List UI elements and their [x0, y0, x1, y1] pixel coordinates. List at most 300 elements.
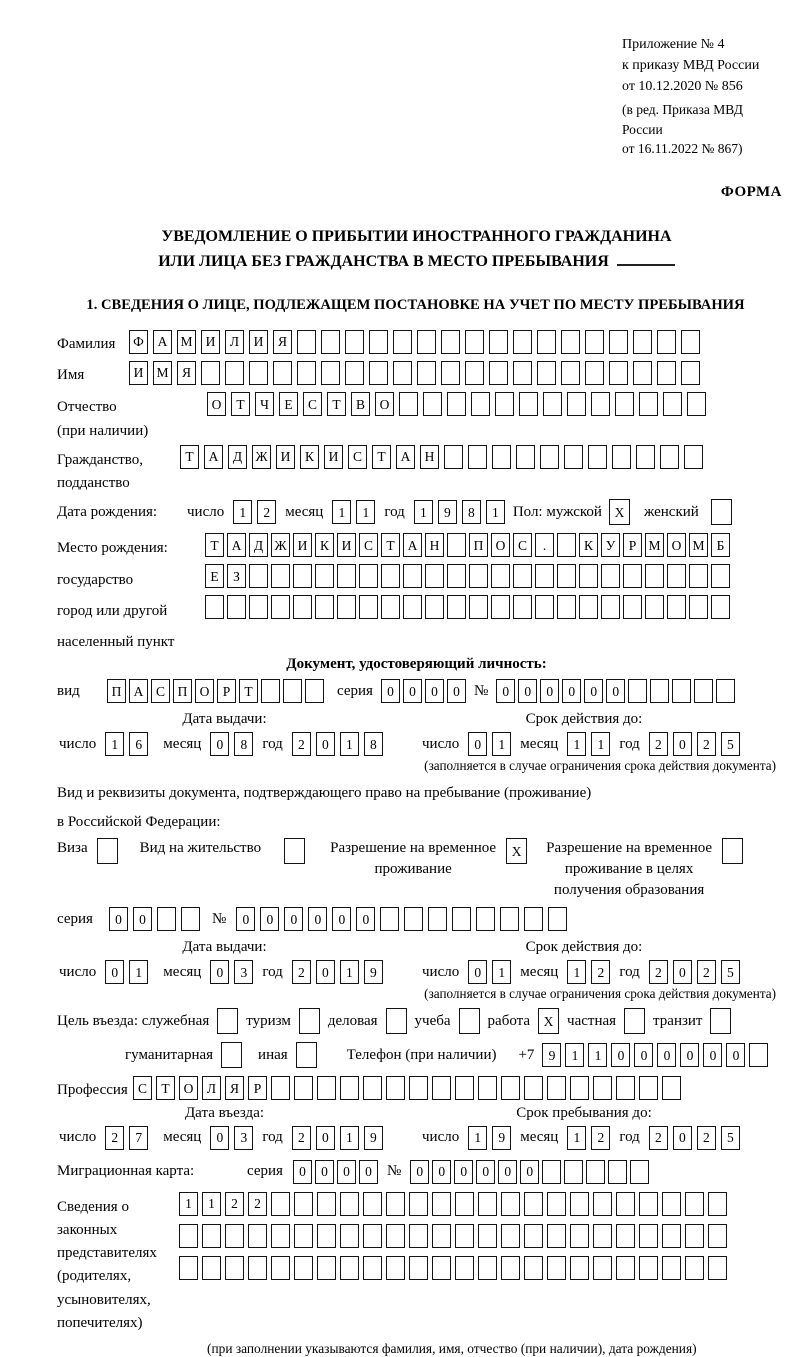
char-box[interactable]: 1 [129, 960, 148, 984]
char-box[interactable]: Т [156, 1076, 175, 1100]
char-box[interactable]: 1 [591, 732, 610, 756]
char-box[interactable]: Д [249, 533, 268, 557]
char-box[interactable] [667, 564, 686, 588]
char-box[interactable] [537, 361, 556, 385]
char-box[interactable]: А [396, 445, 415, 469]
char-box[interactable] [557, 595, 576, 619]
char-box[interactable] [363, 1224, 382, 1248]
char-box[interactable]: 1 [567, 732, 586, 756]
char-box[interactable] [369, 330, 388, 354]
char-box[interactable] [386, 1192, 405, 1216]
char-box[interactable] [645, 595, 664, 619]
char-box[interactable] [359, 595, 378, 619]
char-box[interactable] [271, 1256, 290, 1280]
char-box[interactable] [591, 392, 610, 416]
char-box[interactable] [181, 907, 200, 931]
char-box[interactable]: 0 [403, 679, 422, 703]
char-box[interactable] [409, 1224, 428, 1248]
char-box[interactable] [689, 595, 708, 619]
char-box[interactable]: 9 [542, 1043, 561, 1067]
char-box[interactable] [261, 679, 280, 703]
char-box[interactable]: Т [205, 533, 224, 557]
char-box[interactable] [337, 564, 356, 588]
char-box[interactable] [711, 564, 730, 588]
char-box[interactable] [557, 564, 576, 588]
checkbox-visa[interactable] [97, 838, 118, 864]
char-box[interactable] [369, 361, 388, 385]
char-box[interactable] [628, 679, 647, 703]
char-box[interactable] [616, 1256, 635, 1280]
char-box[interactable] [585, 361, 604, 385]
char-box[interactable]: 0 [611, 1043, 630, 1067]
char-box[interactable]: И [293, 533, 312, 557]
checkbox-purpose-work[interactable]: X [538, 1008, 559, 1034]
char-box[interactable] [548, 907, 567, 931]
char-box[interactable] [513, 330, 532, 354]
char-box[interactable] [537, 330, 556, 354]
char-box[interactable]: 3 [234, 1126, 253, 1150]
char-box[interactable] [608, 1160, 627, 1184]
char-box[interactable] [601, 595, 620, 619]
char-box[interactable] [685, 1224, 704, 1248]
char-box[interactable] [321, 330, 340, 354]
char-box[interactable] [609, 330, 628, 354]
char-box[interactable]: О [195, 679, 214, 703]
char-box[interactable]: М [153, 361, 172, 385]
char-box[interactable] [423, 392, 442, 416]
char-box[interactable]: 1 [202, 1192, 221, 1216]
char-box[interactable] [689, 564, 708, 588]
char-box[interactable]: 1 [340, 960, 359, 984]
char-box[interactable] [561, 330, 580, 354]
char-box[interactable]: 1 [414, 500, 433, 524]
char-box[interactable]: 0 [210, 732, 229, 756]
char-box[interactable]: Л [225, 330, 244, 354]
char-box[interactable] [455, 1256, 474, 1280]
char-box[interactable] [249, 595, 268, 619]
char-box[interactable]: 0 [496, 679, 515, 703]
char-box[interactable] [469, 564, 488, 588]
char-box[interactable] [601, 564, 620, 588]
char-box[interactable] [662, 1224, 681, 1248]
char-box[interactable] [561, 361, 580, 385]
char-box[interactable] [363, 1076, 382, 1100]
char-box[interactable] [716, 679, 735, 703]
char-box[interactable]: 2 [591, 1126, 610, 1150]
char-box[interactable] [616, 1076, 635, 1100]
char-box[interactable] [294, 1076, 313, 1100]
char-box[interactable] [363, 1192, 382, 1216]
checkbox-purpose-official[interactable] [217, 1008, 238, 1034]
char-box[interactable]: Т [180, 445, 199, 469]
char-box[interactable]: 2 [697, 732, 716, 756]
char-box[interactable] [609, 361, 628, 385]
char-box[interactable] [315, 595, 334, 619]
char-box[interactable] [340, 1076, 359, 1100]
char-box[interactable]: 0 [432, 1160, 451, 1184]
char-box[interactable]: 0 [260, 907, 279, 931]
char-box[interactable]: О [207, 392, 226, 416]
char-box[interactable] [455, 1224, 474, 1248]
char-box[interactable] [428, 907, 447, 931]
char-box[interactable] [564, 445, 583, 469]
char-box[interactable] [478, 1224, 497, 1248]
char-box[interactable]: Д [228, 445, 247, 469]
char-box[interactable] [381, 564, 400, 588]
char-box[interactable] [543, 392, 562, 416]
char-box[interactable] [478, 1192, 497, 1216]
char-box[interactable]: 1 [468, 1126, 487, 1150]
char-box[interactable]: Н [425, 533, 444, 557]
char-box[interactable] [340, 1256, 359, 1280]
char-box[interactable] [294, 1192, 313, 1216]
char-box[interactable]: 1 [588, 1043, 607, 1067]
char-box[interactable] [273, 361, 292, 385]
char-box[interactable]: 1 [492, 732, 511, 756]
char-box[interactable] [513, 564, 532, 588]
char-box[interactable] [684, 445, 703, 469]
char-box[interactable] [524, 1192, 543, 1216]
char-box[interactable] [478, 1256, 497, 1280]
char-box[interactable]: 0 [447, 679, 466, 703]
char-box[interactable] [639, 1256, 658, 1280]
char-box[interactable]: С [151, 679, 170, 703]
char-box[interactable] [708, 1256, 727, 1280]
char-box[interactable] [623, 564, 642, 588]
char-box[interactable] [657, 330, 676, 354]
char-box[interactable] [317, 1224, 336, 1248]
char-box[interactable] [585, 330, 604, 354]
char-box[interactable]: 9 [364, 1126, 383, 1150]
char-box[interactable] [403, 595, 422, 619]
char-box[interactable] [404, 907, 423, 931]
char-box[interactable] [340, 1224, 359, 1248]
char-box[interactable] [519, 392, 538, 416]
char-box[interactable] [294, 1224, 313, 1248]
char-box[interactable] [579, 564, 598, 588]
char-box[interactable] [489, 361, 508, 385]
checkbox-purpose-humanitarian[interactable] [221, 1042, 242, 1068]
char-box[interactable]: С [348, 445, 367, 469]
char-box[interactable]: К [579, 533, 598, 557]
char-box[interactable]: В [351, 392, 370, 416]
char-box[interactable]: П [107, 679, 126, 703]
char-box[interactable] [586, 1160, 605, 1184]
char-box[interactable]: 0 [680, 1043, 699, 1067]
char-box[interactable]: 8 [462, 500, 481, 524]
char-box[interactable]: Т [239, 679, 258, 703]
char-box[interactable] [271, 564, 290, 588]
char-box[interactable]: Ж [271, 533, 290, 557]
char-box[interactable]: 0 [105, 960, 124, 984]
char-box[interactable] [489, 330, 508, 354]
char-box[interactable] [465, 330, 484, 354]
char-box[interactable]: М [689, 533, 708, 557]
char-box[interactable]: 1 [233, 500, 252, 524]
char-box[interactable] [749, 1043, 768, 1067]
char-box[interactable] [271, 595, 290, 619]
char-box[interactable] [317, 1076, 336, 1100]
char-box[interactable]: 2 [292, 960, 311, 984]
char-box[interactable]: 5 [721, 960, 740, 984]
char-box[interactable] [540, 445, 559, 469]
char-box[interactable] [403, 564, 422, 588]
char-box[interactable]: 8 [234, 732, 253, 756]
char-box[interactable] [225, 1256, 244, 1280]
char-box[interactable]: 1 [567, 1126, 586, 1150]
char-box[interactable] [157, 907, 176, 931]
char-box[interactable] [672, 679, 691, 703]
char-box[interactable]: 0 [210, 960, 229, 984]
char-box[interactable] [409, 1256, 428, 1280]
char-box[interactable] [612, 445, 631, 469]
char-box[interactable]: Т [327, 392, 346, 416]
char-box[interactable] [441, 361, 460, 385]
char-box[interactable] [662, 1076, 681, 1100]
char-box[interactable] [616, 1192, 635, 1216]
char-box[interactable]: 0 [454, 1160, 473, 1184]
char-box[interactable] [645, 564, 664, 588]
char-box[interactable]: 0 [540, 679, 559, 703]
char-box[interactable] [471, 392, 490, 416]
char-box[interactable]: 0 [210, 1126, 229, 1150]
char-box[interactable]: 1 [179, 1192, 198, 1216]
char-box[interactable]: И [337, 533, 356, 557]
char-box[interactable]: 5 [721, 732, 740, 756]
char-box[interactable] [202, 1224, 221, 1248]
char-box[interactable]: 1 [486, 500, 505, 524]
char-box[interactable]: 2 [697, 1126, 716, 1150]
char-box[interactable]: И [276, 445, 295, 469]
char-box[interactable]: К [300, 445, 319, 469]
char-box[interactable]: А [153, 330, 172, 354]
checkbox-purpose-tourism[interactable] [299, 1008, 320, 1034]
char-box[interactable] [570, 1224, 589, 1248]
char-box[interactable] [340, 1192, 359, 1216]
char-box[interactable] [633, 330, 652, 354]
char-box[interactable]: 7 [129, 1126, 148, 1150]
char-box[interactable]: 1 [340, 1126, 359, 1150]
char-box[interactable]: 6 [129, 732, 148, 756]
char-box[interactable]: 0 [315, 1160, 334, 1184]
char-box[interactable] [570, 1076, 589, 1100]
checkbox-purpose-transit[interactable] [710, 1008, 731, 1034]
char-box[interactable]: 1 [565, 1043, 584, 1067]
char-box[interactable] [681, 330, 700, 354]
char-box[interactable] [393, 361, 412, 385]
char-box[interactable] [432, 1256, 451, 1280]
char-box[interactable]: 9 [364, 960, 383, 984]
char-box[interactable]: Я [273, 330, 292, 354]
char-box[interactable] [524, 1076, 543, 1100]
char-box[interactable]: 0 [468, 960, 487, 984]
char-box[interactable]: 9 [492, 1126, 511, 1150]
char-box[interactable] [425, 595, 444, 619]
char-box[interactable] [516, 445, 535, 469]
char-box[interactable] [579, 595, 598, 619]
char-box[interactable]: Р [623, 533, 642, 557]
char-box[interactable]: Т [231, 392, 250, 416]
char-box[interactable] [386, 1224, 405, 1248]
char-box[interactable] [547, 1076, 566, 1100]
char-box[interactable] [567, 392, 586, 416]
char-box[interactable]: И [201, 330, 220, 354]
char-box[interactable] [201, 361, 220, 385]
char-box[interactable]: О [179, 1076, 198, 1100]
char-box[interactable] [476, 907, 495, 931]
char-box[interactable]: 0 [308, 907, 327, 931]
checkbox-residence-permit[interactable] [284, 838, 305, 864]
char-box[interactable] [495, 392, 514, 416]
char-box[interactable] [271, 1192, 290, 1216]
char-box[interactable]: 0 [316, 732, 335, 756]
char-box[interactable] [708, 1192, 727, 1216]
char-box[interactable] [225, 1224, 244, 1248]
char-box[interactable] [491, 564, 510, 588]
char-box[interactable] [639, 1076, 658, 1100]
char-box[interactable] [225, 361, 244, 385]
char-box[interactable]: 2 [591, 960, 610, 984]
char-box[interactable]: 0 [562, 679, 581, 703]
char-box[interactable] [570, 1192, 589, 1216]
char-box[interactable]: И [249, 330, 268, 354]
char-box[interactable] [662, 1256, 681, 1280]
char-box[interactable]: К [315, 533, 334, 557]
char-box[interactable]: Р [248, 1076, 267, 1100]
char-box[interactable] [639, 392, 658, 416]
char-box[interactable] [179, 1224, 198, 1248]
char-box[interactable] [380, 907, 399, 931]
char-box[interactable]: 0 [498, 1160, 517, 1184]
char-box[interactable]: 0 [425, 679, 444, 703]
char-box[interactable] [501, 1192, 520, 1216]
checkbox-sex-female[interactable] [711, 499, 732, 525]
char-box[interactable] [524, 1256, 543, 1280]
char-box[interactable] [547, 1256, 566, 1280]
char-box[interactable] [345, 361, 364, 385]
char-box[interactable]: Е [279, 392, 298, 416]
char-box[interactable] [317, 1256, 336, 1280]
char-box[interactable]: Р [217, 679, 236, 703]
char-box[interactable]: Л [202, 1076, 221, 1100]
char-box[interactable]: Н [420, 445, 439, 469]
char-box[interactable] [492, 445, 511, 469]
char-box[interactable] [294, 1256, 313, 1280]
char-box[interactable] [623, 595, 642, 619]
char-box[interactable] [447, 392, 466, 416]
char-box[interactable]: 0 [284, 907, 303, 931]
char-box[interactable] [417, 361, 436, 385]
char-box[interactable] [432, 1224, 451, 1248]
char-box[interactable]: Ч [255, 392, 274, 416]
char-box[interactable]: С [133, 1076, 152, 1100]
char-box[interactable] [557, 533, 576, 557]
char-box[interactable] [409, 1076, 428, 1100]
char-box[interactable] [179, 1256, 198, 1280]
char-box[interactable] [711, 595, 730, 619]
char-box[interactable]: Е [205, 564, 224, 588]
char-box[interactable]: 2 [649, 960, 668, 984]
char-box[interactable] [425, 564, 444, 588]
char-box[interactable] [694, 679, 713, 703]
checkbox-purpose-business[interactable] [386, 1008, 407, 1034]
char-box[interactable] [593, 1224, 612, 1248]
char-box[interactable] [513, 595, 532, 619]
char-box[interactable] [616, 1224, 635, 1248]
char-box[interactable]: З [227, 564, 246, 588]
char-box[interactable]: О [667, 533, 686, 557]
char-box[interactable] [501, 1076, 520, 1100]
char-box[interactable] [650, 679, 669, 703]
char-box[interactable]: М [177, 330, 196, 354]
char-box[interactable]: А [403, 533, 422, 557]
char-box[interactable] [359, 564, 378, 588]
char-box[interactable] [447, 564, 466, 588]
char-box[interactable]: 0 [657, 1043, 676, 1067]
char-box[interactable]: У [601, 533, 620, 557]
char-box[interactable] [667, 595, 686, 619]
char-box[interactable]: Б [711, 533, 730, 557]
char-box[interactable]: П [469, 533, 488, 557]
char-box[interactable] [441, 330, 460, 354]
char-box[interactable]: 9 [438, 500, 457, 524]
char-box[interactable] [345, 330, 364, 354]
char-box[interactable] [662, 1192, 681, 1216]
char-box[interactable] [633, 361, 652, 385]
char-box[interactable] [455, 1192, 474, 1216]
char-box[interactable]: 2 [292, 1126, 311, 1150]
char-box[interactable] [687, 392, 706, 416]
char-box[interactable] [524, 907, 543, 931]
char-box[interactable] [386, 1076, 405, 1100]
char-box[interactable] [593, 1192, 612, 1216]
char-box[interactable]: 1 [340, 732, 359, 756]
char-box[interactable]: 0 [606, 679, 625, 703]
char-box[interactable] [478, 1076, 497, 1100]
char-box[interactable] [386, 1256, 405, 1280]
char-box[interactable] [381, 595, 400, 619]
char-box[interactable]: Ф [129, 330, 148, 354]
char-box[interactable]: 0 [356, 907, 375, 931]
char-box[interactable]: 0 [634, 1043, 653, 1067]
char-box[interactable]: С [513, 533, 532, 557]
char-box[interactable]: А [129, 679, 148, 703]
char-box[interactable] [500, 907, 519, 931]
char-box[interactable]: 0 [109, 907, 128, 931]
char-box[interactable] [444, 445, 463, 469]
char-box[interactable] [432, 1192, 451, 1216]
char-box[interactable] [685, 1192, 704, 1216]
char-box[interactable] [297, 361, 316, 385]
char-box[interactable]: 3 [234, 960, 253, 984]
char-box[interactable]: 1 [567, 960, 586, 984]
char-box[interactable]: 0 [316, 1126, 335, 1150]
char-box[interactable]: 0 [316, 960, 335, 984]
char-box[interactable]: 2 [225, 1192, 244, 1216]
char-box[interactable]: 2 [292, 732, 311, 756]
char-box[interactable] [455, 1076, 474, 1100]
char-box[interactable] [547, 1224, 566, 1248]
char-box[interactable]: 0 [673, 732, 692, 756]
char-box[interactable] [409, 1192, 428, 1216]
char-box[interactable]: 0 [726, 1043, 745, 1067]
char-box[interactable]: 1 [332, 500, 351, 524]
char-box[interactable]: С [359, 533, 378, 557]
char-box[interactable]: О [491, 533, 510, 557]
char-box[interactable]: 0 [293, 1160, 312, 1184]
char-box[interactable] [660, 445, 679, 469]
char-box[interactable]: 0 [520, 1160, 539, 1184]
